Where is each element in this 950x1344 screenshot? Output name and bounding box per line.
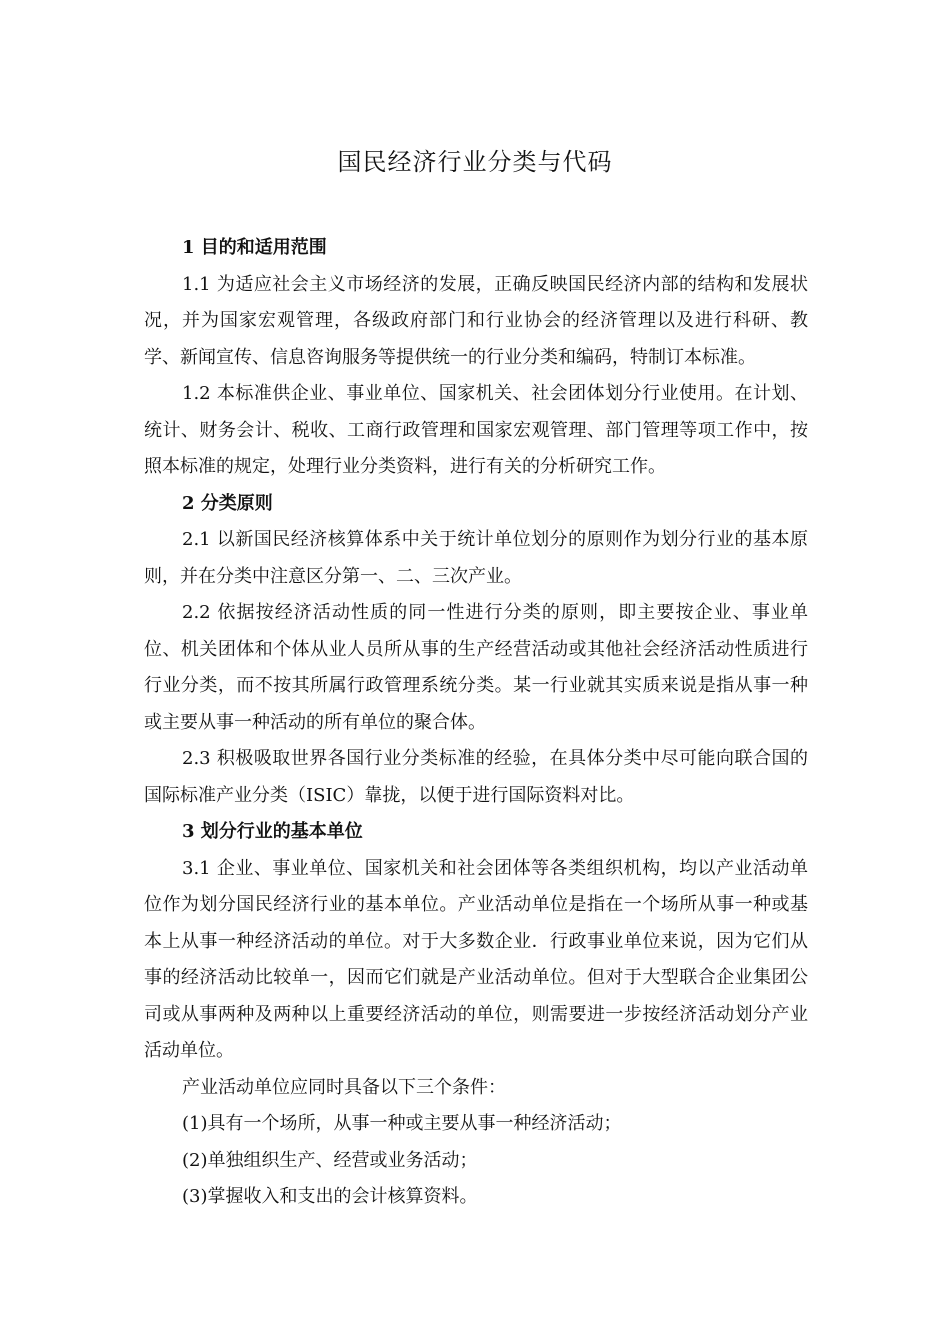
list-item: (2)单独组织生产、经营或业务活动； (182, 1149, 478, 1171)
paragraph: 2.1 以新国民经济核算体系中关于统计单位划分的原则作为划分行业的基本原则，并在分类中注意区分第一、二、三次产业。 (144, 529, 808, 587)
section-heading: 3 划分行业的基本单位 (182, 821, 363, 842)
list-item: (3)掌握收入和支出的会计核算资料。 (182, 1186, 478, 1207)
paragraph: 2.3 积极吸取世界各国行业分类标准的经验，在具体分类中尽可能向联合国的国际标准产业分类（ISIC）靠拢，以便于进行国际资料对比。 (144, 748, 808, 806)
section-heading: 2 分类原则 (182, 492, 273, 514)
paragraph: 产业活动单位应同时具备以下三个条件： (182, 1076, 506, 1098)
list-item: (1)具有一个场所，从事一种或主要从事一种经济活动； (182, 1113, 622, 1134)
document-body (144, 230, 808, 1216)
paragraph: 1.2 本标准供企业、事业单位、国家机关、社会团体划分行业使用。在计划、统计、财务会计、税收、工商行政管理和国家宏观管理、部门管理等项工作中，按照本标准的规定，处理行业分类资料，进行有关的分析研究工作。 (144, 383, 808, 477)
paragraph: 1.1 为适应社会主义市场经济的发展，正确反映国民经济内部的结构和发展状况，并为国家宏观管理，各级政府部门和行业协会的经济管理以及进行科研、教学、新闻宣传、信息咨询服务等提供统一的行业分类和编码，特制订本标准。 (144, 273, 808, 368)
document-title: 国民经济行业分类与代码 (337, 148, 613, 176)
paragraph: 3.1 企业、事业单位、国家机关和社会团体等各类组织机构，均以产业活动单位作为划分国民经济行业的基本单位。产业活动单位是指在一个场所从事一种或基本上从事一种经济活动的单位。对于大多数企业．行政事业单位来说，因为它们从事的经济活动比较单一，因而它们就是产业活动单位。但对于大型联合企业集团公司或从事两种及两种以上重要经济活动的单位，则需要进一步按经济活动划分产业活动单位。 (144, 857, 808, 1061)
section-heading: 1 目的和适用范围 (182, 237, 327, 258)
paragraph: 2.2 依据按经济活动性质的同一性进行分类的原则，即主要按企业、事业单位、机关团体和个体从业人员所从事的生产经营活动或其他社会经济活动性质进行行业分类，而不按其所属行政管理系统分类。某一行业就其实质来说是指从事一种或主要从事一种活动的所有单位的聚合体。 (144, 602, 808, 733)
